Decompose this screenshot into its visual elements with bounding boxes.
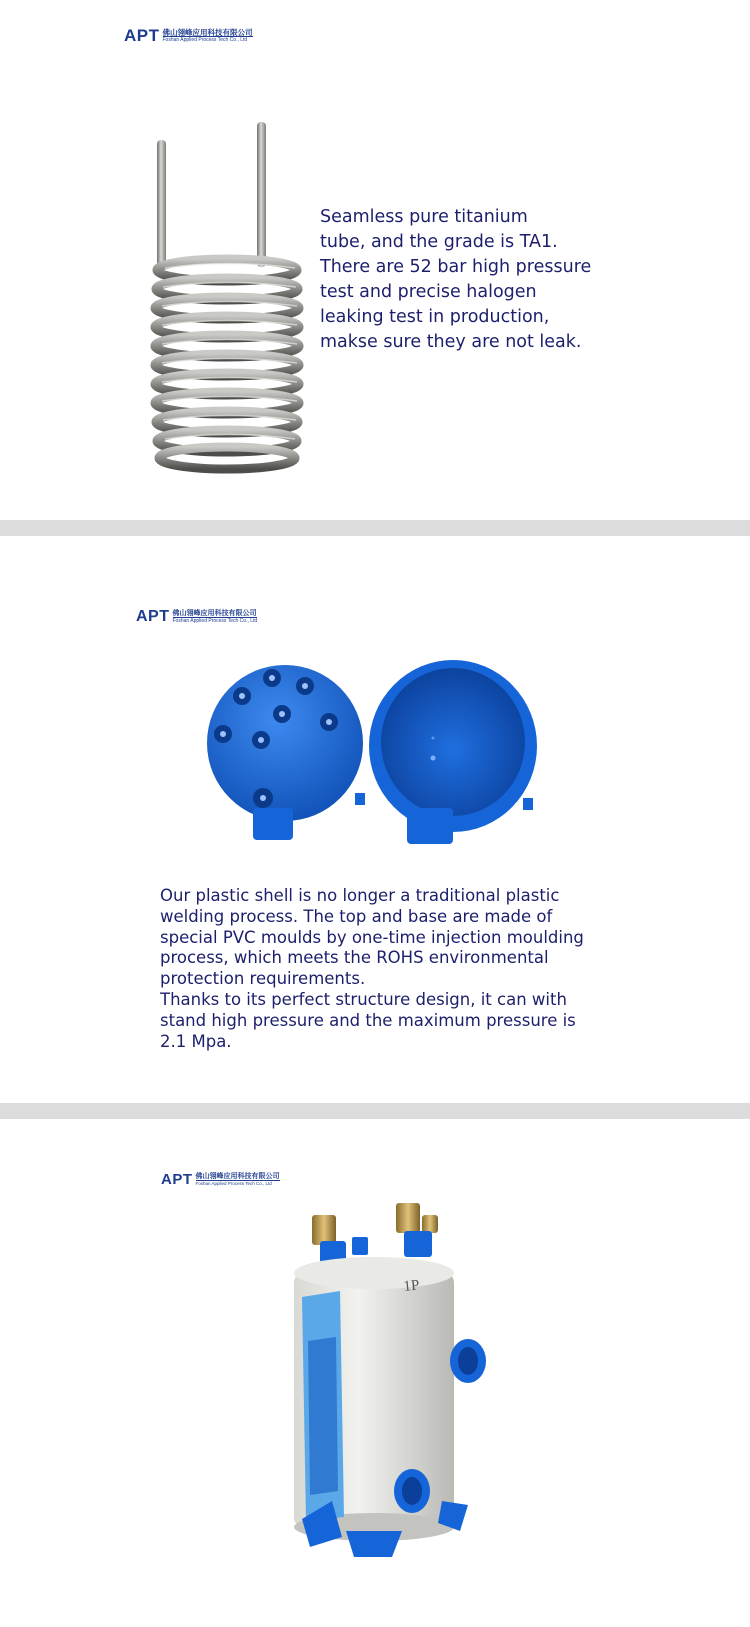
logo-company-cn: 佛山翎峰应用科技有限公司 [172, 609, 257, 617]
apt-logo [161, 1171, 280, 1188]
apt-logo [136, 608, 257, 626]
logo-company-cn: 佛山翎峰应用科技有限公司 [195, 1171, 280, 1180]
section-heat-exchanger [0, 1119, 750, 1627]
section-divider [0, 520, 750, 536]
titanium-coil-image [145, 118, 325, 488]
logo-mark: APT [161, 1171, 193, 1188]
model-label: 1P [402, 1277, 421, 1295]
plastic-shell-description: Our plastic shell is no longer a traditional plastic welding process. The top and base are made of special PVC moulds by one-time injection moulding process, which meets the ROHS environmental protection requirements. Thanks to its perfect structure design, it can with stand high pressure and the maximum pressure is 2.1 Mpa. [160, 886, 584, 1051]
plastic-shell-image [205, 658, 545, 848]
titanium-description: Seamless pure titanium tube, and the grade is TA1. There are 52 bar high pressure test and precise halogen leaking test in production, makse sure they are not leak. [320, 207, 592, 352]
logo-company-en: Foshan Applied Process Tech Co., Ltd [163, 36, 253, 43]
logo-company-en: Foshan Applied Process Tech Co., Ltd [172, 618, 258, 624]
section-plastic-shell [0, 536, 750, 1103]
logo-mark: APT [124, 26, 160, 45]
logo-company-cn: 佛山翎峰应用科技有限公司 [162, 27, 253, 37]
section-titanium-coil [0, 0, 750, 520]
apt-logo [124, 26, 253, 46]
section-divider [0, 1103, 750, 1119]
logo-mark: APT [136, 608, 170, 625]
logo-company-en: Foshan Applied Process Tech Co., Ltd [196, 1180, 280, 1187]
heat-exchanger-image [292, 1201, 502, 1561]
